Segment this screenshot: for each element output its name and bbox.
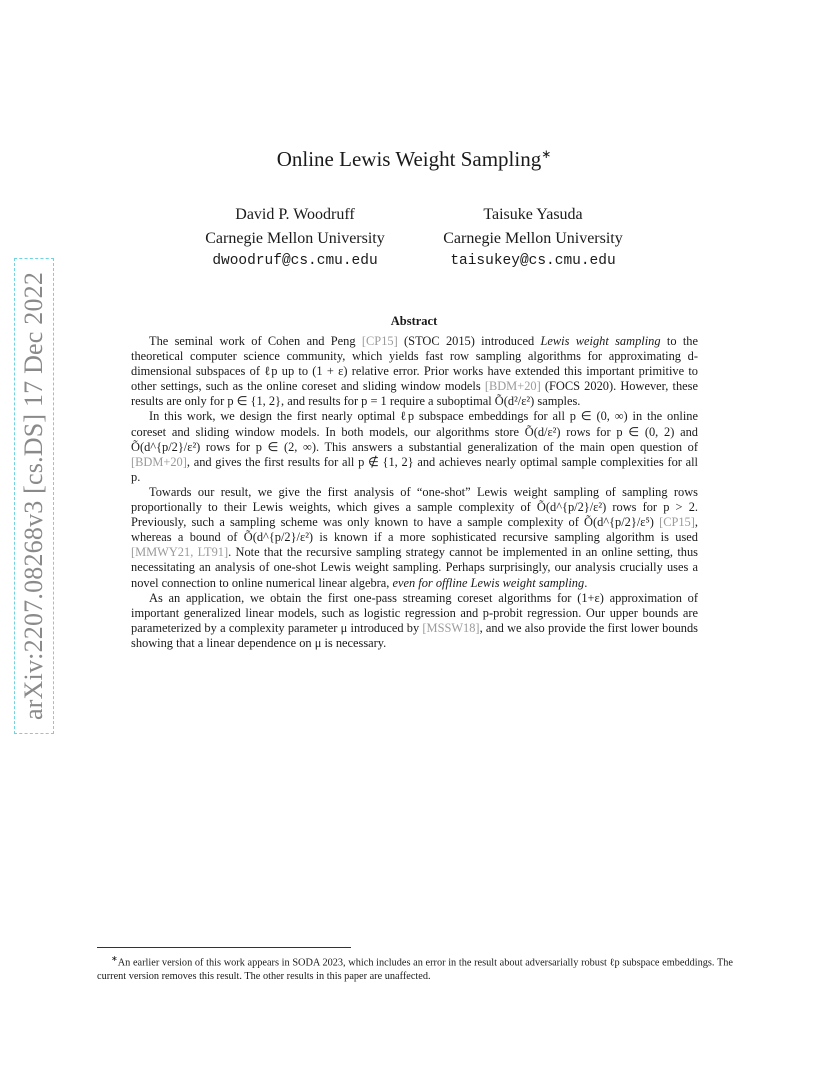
abstract-paragraph bbox=[131, 591, 698, 651]
emphasis-text: even for offline Lewis weight sampling bbox=[392, 575, 585, 590]
text-run: In this work, we design the first nearly optimal ℓp subspace embeddings for all p ∈ (0, ∞) in the online coreset and sliding window models. In both models, our algorithms store Õ(d/ε²) rows for p ∈ (0, 2) and Õ(d^{p/2}/ε²) rows for p ∈ (2, ∞). This answers a substantial generalization of the main open question of bbox=[131, 409, 698, 454]
text-run: , whereas a bound of Õ(d^{p/2}/ε²) is known if a more sophisticated recursive sampling algorithm is used bbox=[131, 515, 698, 545]
abstract-paragraph bbox=[131, 485, 698, 591]
author-email: dwoodruf@cs.cmu.edu bbox=[212, 253, 378, 269]
text-run: As an application, we obtain the first one-pass streaming coreset algorithms for (1+ε) approximation of important generalized linear models, such as logistic regression and p-probit regression. Our upper bounds are parameterized by a complexity parameter μ introduced by bbox=[131, 590, 698, 635]
text-run: , and gives the first results for all p ∉ {1, 2} and achieves nearly optimal sample complexities for all p. bbox=[131, 454, 698, 484]
text-run: . Note that the recursive sampling strategy cannot be implemented in an online setting, thus necessitating an analysis of one-shot Lewis weight sampling. Perhaps surprisingly, our analysis crucially uses a novel connection to online numerical linear algebra, bbox=[131, 545, 698, 590]
text-run: . bbox=[584, 575, 588, 590]
footnote-text: An earlier version of this work appears in SODA 2023, which includes an error in the result about adversarially robust ℓp subspace embeddings. The current version removes this result. The other results in this paper are unaffected. bbox=[97, 957, 733, 982]
footnote-mark: ∗ bbox=[111, 954, 118, 963]
citation-link[interactable]: [BDM+20] bbox=[131, 454, 187, 469]
abstract-paragraph bbox=[131, 409, 698, 484]
text-run: , and we also provide the first lower bounds showing that a linear dependence on μ is necessary. bbox=[131, 620, 698, 650]
text-run: Towards our result, we give the first analysis of “one-shot” Lewis weight sampling of sampling rows proportionally to their Lewis weights, which gives a sample complexity of Õ(d^{p/2}/ε²) rows for p > 2. Previously, such a sampling scheme was only known to have a sample complexity of Õ(d^{p/2}/ε⁵) bbox=[131, 484, 698, 530]
abstract-paragraph bbox=[131, 334, 698, 409]
citation-link[interactable]: [BDM+20] bbox=[484, 379, 541, 394]
author-block-1 bbox=[180, 203, 410, 274]
author-block-2 bbox=[418, 203, 648, 274]
citation-link[interactable]: [CP15] bbox=[361, 334, 398, 348]
text-run: The seminal work of Cohen and Peng bbox=[149, 334, 362, 348]
author-affiliation: Carnegie Mellon University bbox=[443, 229, 623, 247]
arxiv-stamp bbox=[14, 258, 54, 734]
emphasis-text: Lewis weight sampling bbox=[540, 334, 661, 348]
abstract-heading: Abstract bbox=[390, 314, 438, 328]
text-run: (FOCS 2020). However, these results are only for p ∈ {1, 2}, and results for p = 1 require a suboptimal Õ(d²/ε²) samples. bbox=[131, 379, 698, 409]
title-text: Online Lewis Weight Sampling bbox=[276, 147, 542, 171]
citation-link[interactable]: [CP15] bbox=[659, 515, 695, 530]
footnote bbox=[97, 952, 733, 983]
abstract-body bbox=[131, 334, 698, 651]
author-name: David P. Woodruff bbox=[235, 206, 355, 223]
text-run: to the theoretical computer science community, which yields fast row sampling algorithms for approximating d-dimensional subspaces of ℓp up to (1 + ε) relative error. Prior works have extended this important primitive to other settings, such as the online coreset and sliding window models bbox=[131, 334, 698, 394]
citation-link[interactable]: [MMWY21, LT91] bbox=[131, 545, 229, 560]
arxiv-stamp-text: arXiv:2207.08268v3 [cs.DS] 17 Dec 2022 bbox=[19, 271, 48, 721]
text-run: (STOC 2015) introduced bbox=[397, 334, 541, 348]
title-footnote-mark: ∗ bbox=[541, 147, 552, 161]
footnote-rule bbox=[97, 947, 351, 948]
paper-title bbox=[0, 147, 828, 172]
author-name: Taisuke Yasuda bbox=[483, 206, 583, 223]
author-affiliation: Carnegie Mellon University bbox=[205, 229, 385, 247]
citation-link[interactable]: [MSSW18] bbox=[422, 620, 480, 635]
author-email: taisukey@cs.cmu.edu bbox=[450, 253, 616, 269]
